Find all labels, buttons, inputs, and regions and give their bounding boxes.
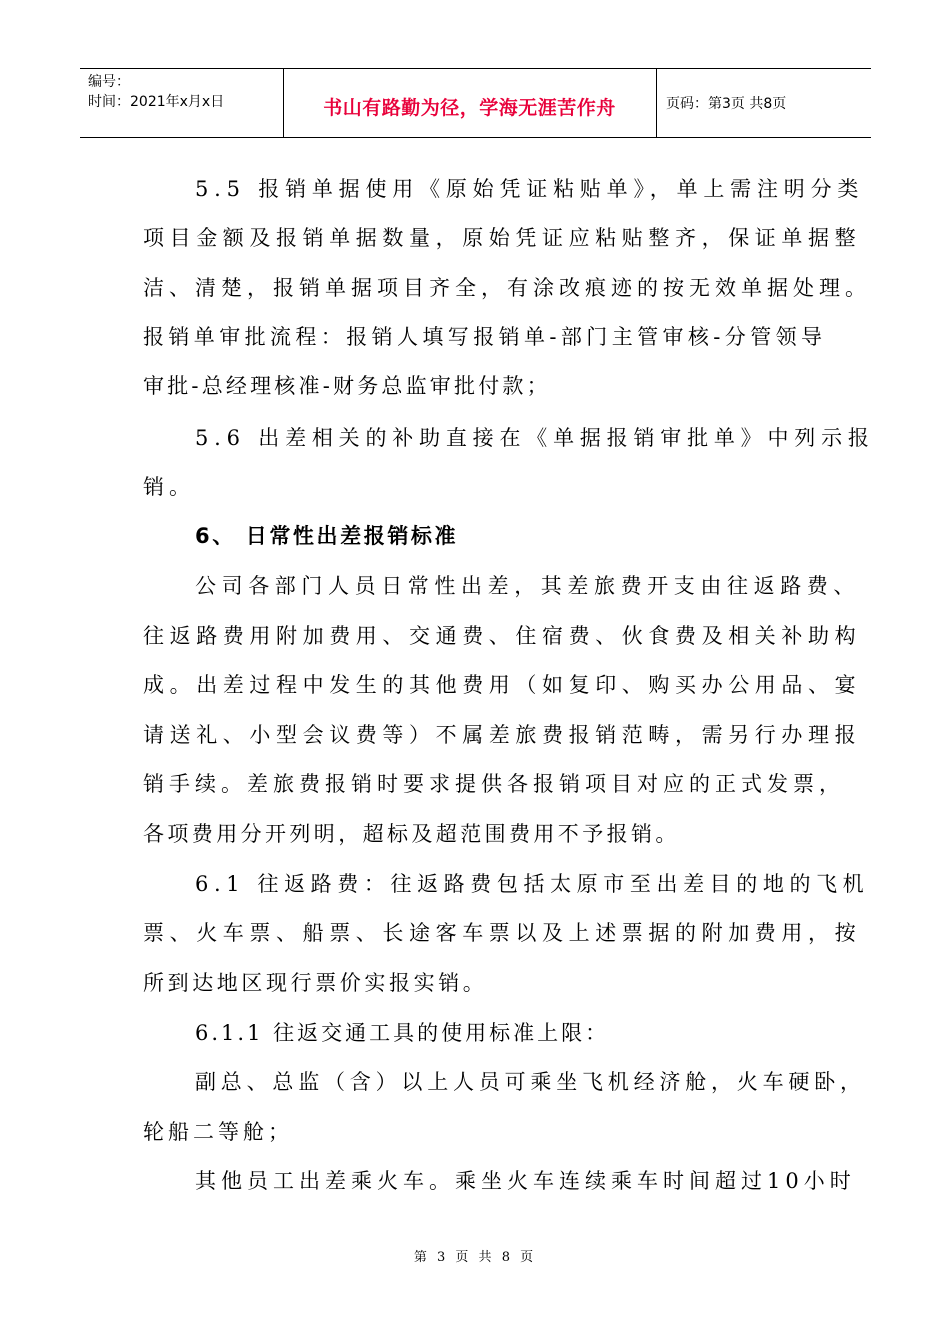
document-date-label: 时间：2021年x月x日 [88, 94, 225, 110]
page-footer: 第 3 页 共 8 页 [413, 1250, 537, 1265]
body-line: 成。出差过程中发生的其他费用（如复印、购买办公用品、宴 [143, 673, 862, 697]
body-line: 项目金额及报销单据数量，原始凭证应粘贴整齐，保证单据整 [143, 226, 862, 250]
body-line: 销。 [143, 475, 195, 499]
body-line: 6.1 往返路费：往返路费包括太原市至出差目的地的飞机 [195, 872, 870, 896]
body-line: 往返路费用附加费用、交通费、住宿费、伙食费及相关补助构 [143, 624, 862, 648]
section-heading: 6、 日常性出差报销标准 [195, 524, 459, 548]
body-line: 报销单审批流程：报销人填写报销单-部门主管审核-分管领导 [143, 325, 827, 349]
body-line: 5.5 报销单据使用《原始凭证粘贴单》，单上需注明分类 [195, 177, 865, 201]
document-number-label: 编号： [88, 74, 130, 90]
header-meta [88, 72, 224, 112]
body-line: 其他员工出差乘火车。乘坐火车连续乘车时间超过10小时 [195, 1169, 856, 1193]
body-line: 各项费用分开列明，超标及超范围费用不予报销。 [143, 822, 680, 846]
header-table [80, 68, 871, 138]
body-line: 副总、总监（含）以上人员可乘坐飞机经济舱，火车硬卧， [195, 1070, 866, 1094]
body-line: 票、火车票、船票、长途客车票以及上述票据的附加费用，按 [143, 921, 862, 945]
header-page-info: 页码：第3页 共8页 [666, 96, 787, 112]
header-divider [656, 69, 657, 137]
body-line: 5.6 出差相关的补助直接在《单据报销审批单》中列示报 [195, 426, 875, 450]
body-line: 6.1.1 往返交通工具的使用标准上限： [195, 1021, 610, 1045]
body-line: 洁、清楚，报销单据项目齐全，有涂改痕迹的按无效单据处理。 [143, 276, 871, 300]
body-line: 轮船二等舱； [143, 1120, 293, 1144]
body-line: 公司各部门人员日常性出差，其差旅费开支由往返路费、 [195, 574, 860, 598]
header-motto: 书山有路勤为径，学海无涯苦作舟 [323, 97, 616, 119]
body-line: 销手续。差旅费报销时要求提供各报销项目对应的正式发票， [143, 772, 845, 796]
body-line: 请送礼、小型会议费等）不属差旅费报销范畴，需另行办理报 [143, 723, 862, 747]
body-line: 所到达地区现行票价实报实销。 [143, 971, 488, 995]
body-line: 审批-总经理核准-财务总监审批付款； [143, 374, 551, 398]
